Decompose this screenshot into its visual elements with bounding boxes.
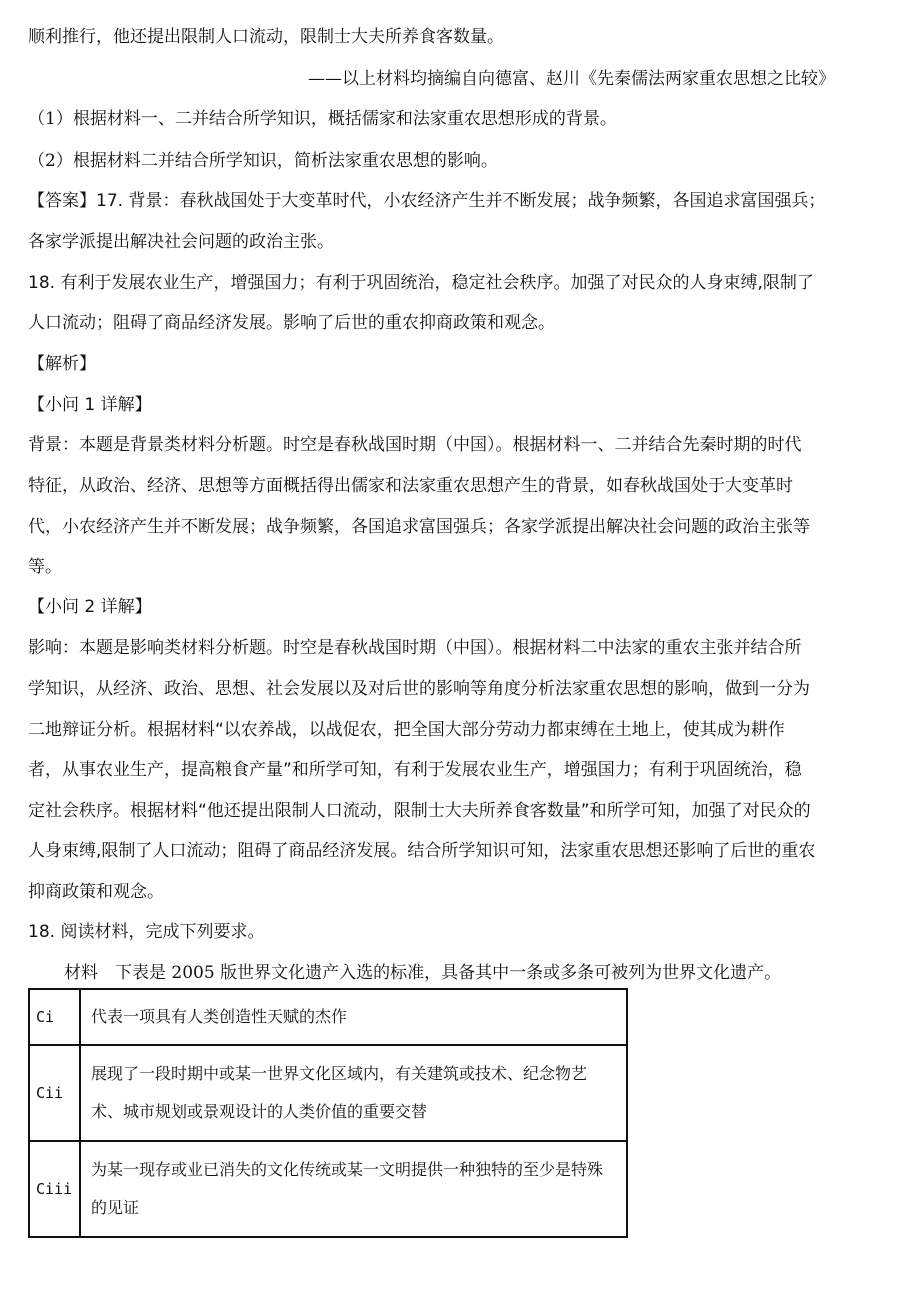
- answer-18-line-1: 18. 有利于发展农业生产，增强国力；有利于巩固统治，稳定社会秩序。加强了对民众的人身束缚,限制了: [28, 273, 814, 293]
- subquestion-1-line-4: 等。: [28, 557, 62, 577]
- text-line-1: 顺利推行，他还提出限制人口流动，限制士大夫所养食客数量。: [28, 27, 504, 47]
- subquestion-2-line-2: 学知识，从经济、政治、思想、社会发展以及对后世的影响等角度分析法家重农思想的影响，做到一分为: [28, 679, 810, 699]
- criterion-code: Ci: [29, 989, 80, 1045]
- table-row: [29, 1045, 627, 1141]
- question-2: （2）根据材料二并结合所学知识，简析法家重农思想的影响。: [28, 151, 498, 171]
- criterion-code: Cii: [29, 1045, 80, 1141]
- answer-17-line-1: 【答案】17. 背景：春秋战国处于大变革时代，小农经济产生并不断发展；战争频繁，各国追求富国强兵；: [28, 191, 826, 211]
- table-row: [29, 989, 627, 1045]
- subquestion-2-line-3: 二地辩证分析。根据材料“以农养战，以战促农，把全国大部分劳动力都束缚在土地上，使其成为耕作: [28, 720, 785, 740]
- question-1: （1）根据材料一、二并结合所学知识，概括儒家和法家重农思想形成的背景。: [28, 109, 617, 129]
- criterion-description: 代表一项具有人类创造性天赋的杰作: [80, 989, 627, 1045]
- subquestion-1-line-1: 背景：本题是背景类材料分析题。时空是春秋战国时期（中国）。根据材料一、二并结合先秦时期的时代: [28, 435, 802, 455]
- question-18-prompt: 18. 阅读材料，完成下列要求。: [28, 922, 265, 942]
- answer-17-line-2: 各家学派提出解决社会问题的政治主张。: [28, 232, 334, 252]
- answer-18-line-2: 人口流动；阻碍了商品经济发展。影响了后世的重农抑商政策和观念。: [28, 313, 555, 333]
- subquestion-2-line-6: 人身束缚,限制了人口流动；阻碍了商品经济发展。结合所学知识可知，法家重农思想还影响了后世的重农: [28, 841, 816, 861]
- analysis-heading: 【解析】: [28, 354, 96, 374]
- criterion-description: 为某一现存或业已消失的文化传统或某一文明提供一种独特的至少是特殊的见证: [80, 1141, 627, 1237]
- subquestion-2-line-4: 者，从事农业生产，提高粮食产量”和所学可知，有利于发展农业生产，增强国力；有利于巩固统治，稳: [28, 760, 802, 780]
- material-intro: 材料 下表是 2005 版世界文化遗产入选的标准，具备其中一条或多条可被列为世界文化遗产。: [64, 963, 782, 983]
- heritage-criteria-table: [28, 988, 628, 1238]
- subquestion-2-heading: 【小问 2 详解】: [28, 597, 152, 617]
- table-row: [29, 1141, 627, 1237]
- source-citation: ——以上材料均摘编自向德富、赵川《先秦儒法两家重农思想之比较》: [308, 69, 835, 89]
- criterion-code: Ciii: [29, 1141, 80, 1237]
- subquestion-1-heading: 【小问 1 详解】: [28, 395, 152, 415]
- subquestion-1-line-3: 代，小农经济产生并不断发展；战争频繁，各国追求富国强兵；各家学派提出解决社会问题的政治主张等: [28, 517, 810, 537]
- subquestion-1-line-2: 特征，从政治、经济、思想等方面概括得出儒家和法家重农思想产生的背景，如春秋战国处于大变革时: [28, 476, 793, 496]
- subquestion-2-line-1: 影响：本题是影响类材料分析题。时空是春秋战国时期（中国）。根据材料二中法家的重农主张并结合所: [28, 638, 802, 658]
- criterion-description: 展现了一段时期中或某一世界文化区域内，有关建筑或技术、纪念物艺术、城市规划或景观设计的人类价值的重要交替: [80, 1045, 627, 1141]
- subquestion-2-line-5: 定社会秩序。根据材料“他还提出限制人口流动，限制士大夫所养食客数量”和所学可知，加强了对民众的: [28, 801, 811, 821]
- subquestion-2-line-7: 抑商政策和观念。: [28, 882, 164, 902]
